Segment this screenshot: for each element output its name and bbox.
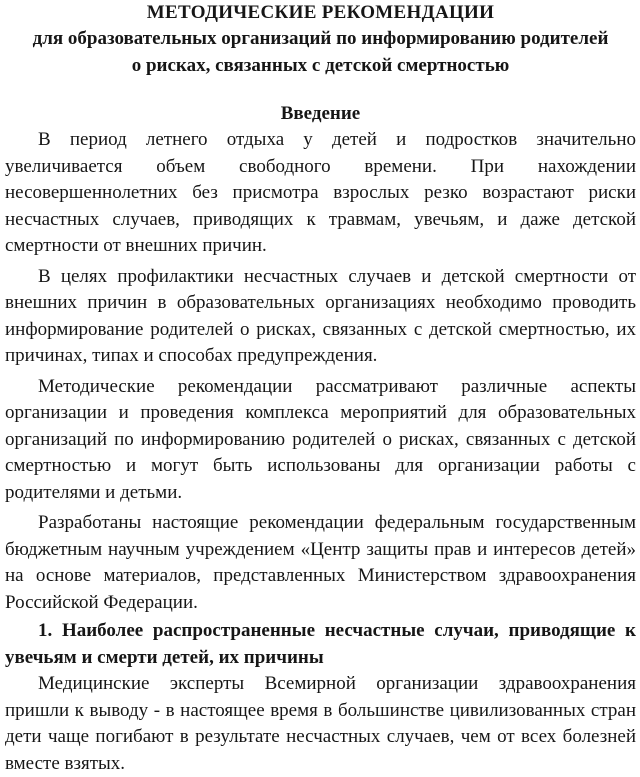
- section-1-paragraph: Медицинские эксперты Всемирной организации здравоохранения пришли к выводу - в настоящее время в большинстве цивилизованных стран дети чаще погибают в результате несчастных случаев, чем от всех болезней вместе взятых.: [5, 673, 636, 774]
- intro-paragraph-3: Методические рекомендации рассматривают различные аспекты организации и проведения комплекса мероприятий для образовательных организаций по информированию родителей о рисках, связанных с детской смертностью и могут быть использованы для организации работы с родителями и детьми.: [5, 375, 636, 503]
- document-title: МЕТОДИЧЕСКИЕ РЕКОМЕНДАЦИИ: [146, 2, 495, 23]
- intro-paragraph-1: В период летнего отдыха у детей и подростков значительно увеличивается объем свободного времени. При нахождении несовершеннолетних без присмотра взрослых резко возрастают риски несчастных случаев, приводящих к травмам, увечьям, и даже детской смертности от внешних причин.: [5, 129, 636, 256]
- document-subtitle-line-1: для образовательных организаций по информированию родителей: [32, 28, 609, 49]
- document-subtitle-line-2: о рисках, связанных с детской смертностью: [131, 55, 510, 76]
- intro-paragraph-4: Разработаны настоящие рекомендации федеральным государственным бюджетным научным учреждением «Центр защиты прав и интересов детей» на основе материалов, представленных Министерством здравоохранения Российской Федерации.: [5, 512, 636, 613]
- section-1-heading: 1. Наиболее распространенные несчастные случаи, приводящие к увечьям и смерти детей, их причины: [5, 620, 636, 668]
- intro-heading: Введение: [280, 103, 361, 124]
- intro-paragraph-2: В целях профилактики несчастных случаев и детской смертности от внешних причин в образовательных организациях необходимо проводить информирование родителей о рисках, связанных с детской смертностью, их причинах, типах и способах предупреждения.: [5, 265, 636, 366]
